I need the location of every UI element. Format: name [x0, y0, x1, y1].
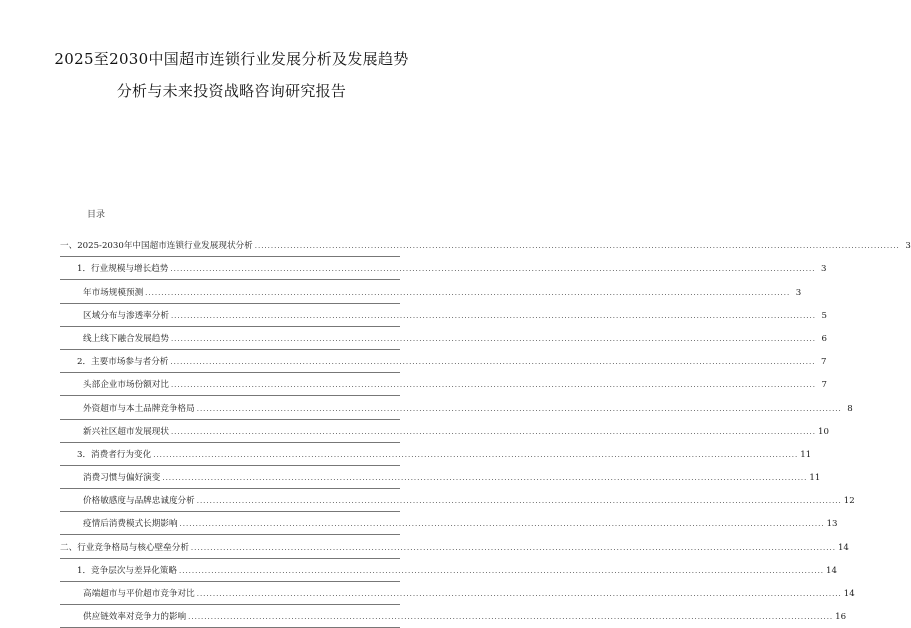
toc-page-number: 8	[847, 403, 853, 414]
toc-entry-text: 价格敏感度与品牌忠诚度分析	[83, 496, 195, 507]
table-of-contents	[60, 234, 911, 628]
toc-page-number: 3	[795, 287, 802, 298]
toc-entry[interactable]	[60, 396, 853, 419]
toc-entry-text: 区域分布与渗透率分析	[83, 310, 169, 321]
toc-page-number: 11	[809, 473, 821, 484]
toc-entry[interactable]	[60, 304, 827, 327]
toc-entry[interactable]	[60, 420, 829, 443]
toc-page-number: 5	[821, 310, 827, 321]
toc-entry[interactable]	[60, 559, 837, 582]
toc-entry[interactable]	[60, 234, 911, 257]
toc-page-number: 6	[821, 333, 827, 344]
toc-entry-text: 1．行业规模与增长趋势	[77, 264, 169, 275]
toc-entry[interactable]	[60, 535, 849, 558]
toc-dot-leader: ........................................................................................................................................................................................................	[170, 334, 816, 343]
toc-page-number: 7	[821, 380, 827, 391]
toc-entry[interactable]	[60, 443, 812, 466]
toc-entry-text: 二、行业竞争格局与核心壁垒分析	[60, 542, 189, 553]
toc-entry-text: 头部企业市场份额对比	[83, 380, 169, 391]
toc-dot-leader: ........................................................................................................................................................................................................	[188, 613, 834, 622]
toc-entry-text: 3．消费者行为变化	[77, 449, 152, 460]
toc-entry[interactable]	[60, 605, 847, 628]
toc-page-number: 10	[817, 426, 829, 437]
toc-entry-text: 新兴社区超市发展现状	[83, 426, 169, 437]
toc-entry[interactable]	[60, 582, 855, 605]
toc-entry-text: 2．主要市场参与者分析	[77, 357, 169, 368]
toc-dot-leader: ........................................................................................................................................................................................................	[170, 358, 816, 367]
toc-dot-leader: ........................................................................................................................................................................................................	[153, 450, 799, 459]
toc-page-number: 12	[843, 496, 855, 507]
toc-entry[interactable]	[60, 512, 838, 535]
toc-dot-leader: ........................................................................................................................................................................................................	[162, 474, 808, 483]
toc-dot-leader: ........................................................................................................................................................................................................	[196, 590, 842, 598]
toc-entry-text: 消费习惯与偏好演变	[83, 473, 161, 484]
toc-dot-leader: ........................................................................................................................................................................................................	[196, 497, 842, 506]
toc-dot-leader: ........................................................................................................................................................................................................	[170, 265, 816, 274]
toc-page-number: 7	[820, 357, 827, 368]
toc-entry[interactable]	[60, 489, 855, 512]
toc-entry-text: 1．竞争层次与差异化策略	[77, 565, 177, 576]
toc-page-number: 14	[837, 542, 849, 553]
document-title-line-2: 分析与未来投资战略咨询研究报告	[116, 82, 347, 100]
toc-page-number: 16	[835, 612, 847, 623]
toc-dot-leader: ........................................................................................................................................................................................................	[190, 543, 836, 552]
toc-page-number: 3	[820, 264, 827, 275]
toc-page-number: 3	[905, 241, 911, 252]
toc-dot-leader: ........................................................................................................................................................................................................	[170, 381, 816, 390]
toc-entry[interactable]	[60, 350, 827, 373]
document-title-line-1: 2025至2030中国超市连锁行业发展分析及发展趋势	[54, 50, 409, 68]
toc-page-number: 14	[843, 589, 855, 599]
toc-entry-text: 外资超市与本土品牌竞争格局	[83, 403, 195, 414]
toc-dot-leader: ........................................................................................................................................................................................................	[179, 566, 825, 575]
toc-entry-text: 高端超市与平价超市竞争对比	[83, 589, 195, 599]
toc-entry[interactable]	[60, 373, 827, 396]
toc-dot-leader: ........................................................................................................................................................................................................	[179, 520, 825, 529]
toc-entry-text: 年市场规模预测	[83, 287, 144, 298]
toc-entry[interactable]	[60, 257, 827, 280]
toc-entry[interactable]	[60, 280, 802, 303]
toc-dot-leader: ........................................................................................................................................................................................................	[254, 242, 900, 251]
toc-entry-text: 一、2025-2030年中国超市连锁行业发展现状分析	[60, 241, 253, 252]
toc-heading: 目录	[87, 210, 106, 220]
toc-page-number: 14	[826, 565, 837, 576]
toc-entry[interactable]	[60, 466, 821, 489]
toc-dot-leader: ........................................................................................................................................................................................................	[170, 427, 816, 436]
toc-entry[interactable]	[60, 327, 827, 350]
toc-entry-text: 线上线下融合发展趋势	[83, 333, 169, 344]
toc-entry-text: 疫情后消费模式长期影响	[83, 519, 178, 530]
toc-page-number: 13	[826, 519, 838, 530]
toc-dot-leader: ........................................................................................................................................................................................................	[196, 404, 842, 413]
toc-page-number: 11	[800, 449, 812, 460]
toc-entry-text: 供应链效率对竞争力的影响	[83, 612, 187, 623]
toc-dot-leader: ........................................................................................................................................................................................................	[145, 288, 791, 297]
toc-dot-leader: ........................................................................................................................................................................................................	[170, 311, 816, 320]
